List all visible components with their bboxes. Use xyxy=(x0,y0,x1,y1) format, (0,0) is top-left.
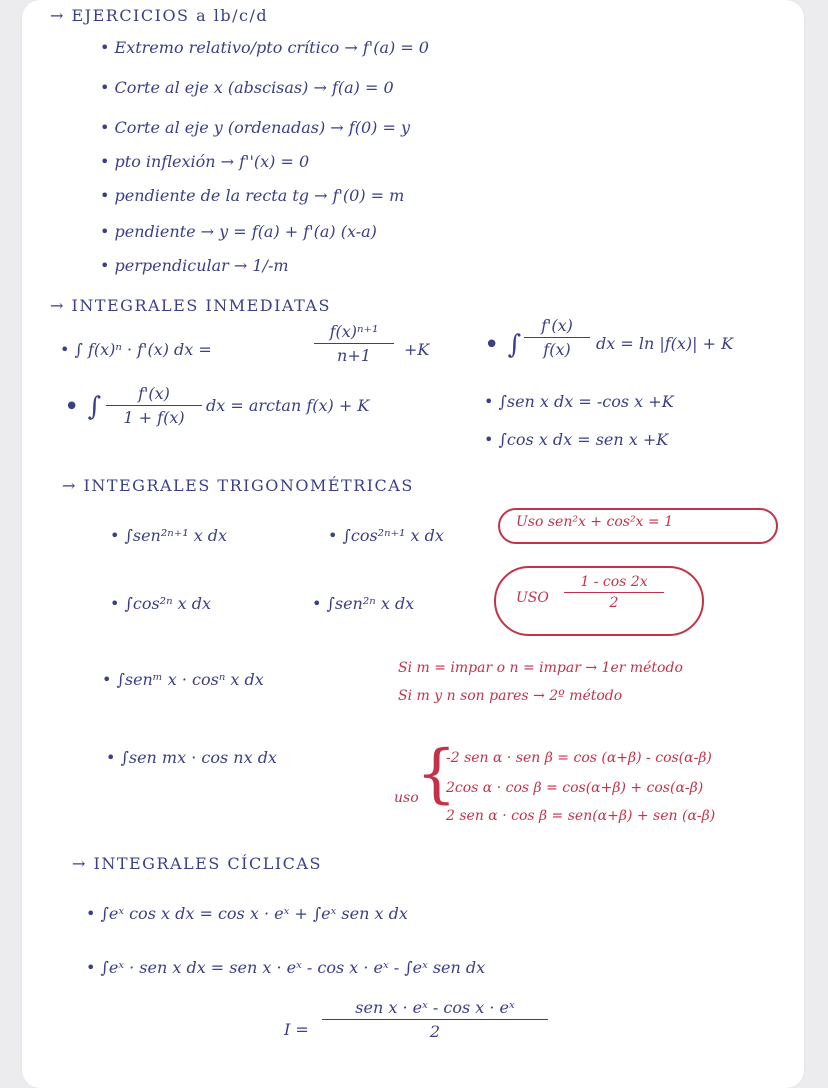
section-title-trigonometricas: → INTEGRALES TRIGONOMÉTRICAS xyxy=(62,476,414,495)
fraction-numerator: f'(x) xyxy=(541,316,573,335)
list-item: • Corte al eje x (abscisas) → f(a) = 0 xyxy=(100,78,394,97)
rule-odd: Si m = impar o n = impar → 1er método xyxy=(398,660,683,676)
identity-cos-cos: 2cos α · cos β = cos(α+β) + cos(α-β) xyxy=(446,780,704,796)
section-title-ejercicios: → EJERCICIOS a lb/c/d xyxy=(50,6,269,25)
formula-power-right: +K xyxy=(404,340,430,359)
formula-power-left: • ∫ f(x)ⁿ · f'(x) dx = xyxy=(60,340,212,359)
formula-arctan-right: dx = arctan f(x) + K xyxy=(206,396,370,415)
formula-log-left: • ∫ xyxy=(484,330,522,360)
identity-sen-sen: -2 sen α · sen β = cos (α+β) - cos(α-β) xyxy=(446,750,712,766)
formula-power-fraction xyxy=(314,322,394,365)
trig-integral-cos-odd: • ∫cos²ⁿ⁺¹ x dx xyxy=(328,526,444,545)
trig-integral-mx-nx: • ∫sen mx · cos nx dx xyxy=(106,748,277,767)
identity-sen-cos: 2 sen α · cos β = sen(α+β) + sen (α-β) xyxy=(446,808,716,824)
fraction-denominator: 2 xyxy=(429,1022,441,1041)
formula-arctan-fraction xyxy=(106,384,202,427)
formula-log-fraction xyxy=(524,316,590,359)
trig-integral-cos-even: • ∫cos²ⁿ x dx xyxy=(110,594,212,613)
uso-label: uso xyxy=(394,790,419,806)
fraction-denominator: f(x) xyxy=(543,340,571,359)
trig-integral-product: • ∫senᵐ x · cosⁿ x dx xyxy=(102,670,264,689)
cloud-note-identity-text: Uso sen²x + cos²x = 1 xyxy=(516,514,673,530)
list-item: • pendiente → y = f(a) + f'(a) (x-a) xyxy=(100,222,377,241)
rule-even: Si m y n son pares → 2º método xyxy=(398,688,623,704)
result-label: I = xyxy=(284,1020,309,1039)
cyclic-integral-cos: • ∫eˣ cos x dx = cos x · eˣ + ∫eˣ sen x dx xyxy=(86,904,408,923)
list-item: • perpendicular → 1/-m xyxy=(100,256,289,275)
list-item: • pendiente de la recta tg → f'(0) = m xyxy=(100,186,405,205)
result-fraction xyxy=(322,998,548,1041)
cyclic-integral-sen: • ∫eˣ · sen x dx = sen x · eˣ - cos x · eˣ - ∫eˣ sen dx xyxy=(86,958,486,977)
list-item: • pto inflexión → f''(x) = 0 xyxy=(100,152,310,171)
formula-log-right: dx = ln |f(x)| + K xyxy=(596,334,734,353)
brace-symbol: { xyxy=(416,737,457,811)
formula-cos: • ∫cos x dx = sen x +K xyxy=(484,430,669,449)
section-title-ciclicas: → INTEGRALES CÍCLICAS xyxy=(72,854,322,873)
trig-integral-sen-even: • ∫sen²ⁿ x dx xyxy=(312,594,415,613)
notes-page xyxy=(22,0,804,1088)
formula-arctan-left: • ∫ xyxy=(64,392,102,422)
fraction-denominator: n+1 xyxy=(337,346,371,365)
list-item: • Extremo relativo/pto crítico → f'(a) = 0 xyxy=(100,38,429,57)
trig-integral-sen-odd: • ∫sen²ⁿ⁺¹ x dx xyxy=(110,526,228,545)
fraction-numerator: 1 - cos 2x xyxy=(580,574,648,590)
formula-sen: • ∫sen x dx = -cos x +K xyxy=(484,392,674,411)
fraction-numerator: f'(x) xyxy=(138,384,170,403)
section-title-inmediatas: → INTEGRALES INMEDIATAS xyxy=(50,296,331,315)
fraction-denominator: 2 xyxy=(609,595,619,611)
fraction-denominator: 1 + f(x) xyxy=(123,408,185,427)
fraction-numerator: sen x · eˣ - cos x · eˣ xyxy=(355,998,515,1017)
list-item: • Corte al eje y (ordenadas) → f(0) = y xyxy=(100,118,410,137)
fraction-numerator: f(x)ⁿ⁺¹ xyxy=(329,322,379,341)
cloud-note-fraction xyxy=(564,574,664,611)
cloud-note-label: USO xyxy=(516,590,549,606)
